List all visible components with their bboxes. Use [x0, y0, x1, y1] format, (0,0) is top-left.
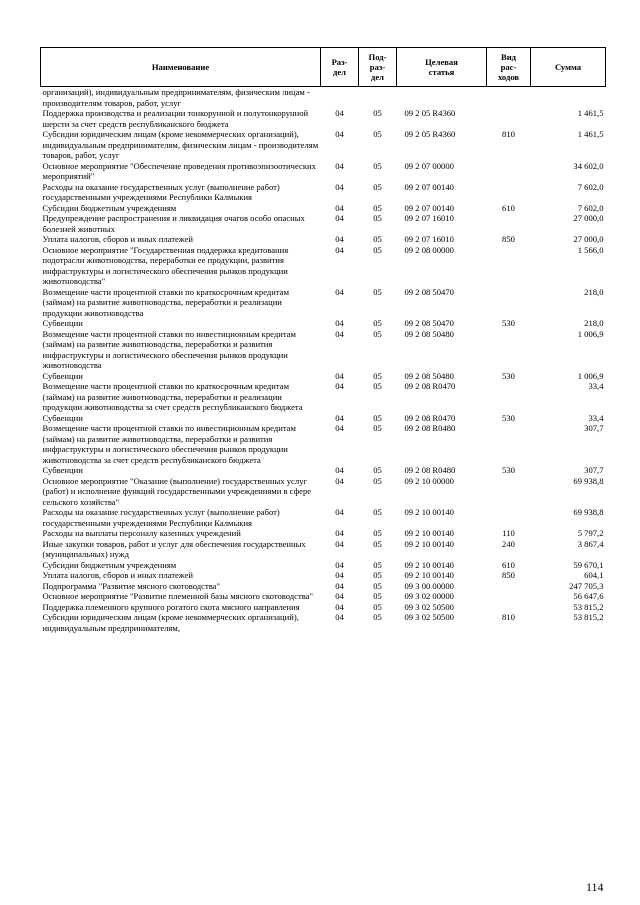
cell-vid: 810 — [502, 612, 515, 622]
cell-vid: 110 — [502, 528, 515, 538]
table-row — [41, 581, 606, 592]
cell-name: Уплата налогов, сборов и иных платежей — [42, 570, 194, 580]
header-razdel: Раз- дел — [321, 48, 359, 87]
cell-podrazdel: 05 — [373, 591, 382, 601]
cell-razdel: 04 — [335, 612, 344, 622]
cell-podrazdel: 05 — [373, 244, 382, 255]
cell-name: Возмещение части процентной ставки по краткосрочным кредитам (займам) на развитие животноводства, переработки и реализации продукции животноводства — [42, 286, 290, 318]
cell-name: Субвенции — [42, 412, 83, 423]
cell-podrazdel: 05 — [373, 475, 382, 486]
cell-podrazdel: 05 — [373, 381, 382, 391]
cell-summa: 59 670,1 — [573, 559, 604, 570]
cell-summa: 5 797,2 — [577, 528, 604, 538]
cell-celevaya: 09 2 10 00140 — [404, 507, 454, 517]
cell-celevaya: 09 2 08 50470 — [404, 318, 454, 328]
cell-name: Расходы на оказание государственных услуг (выполнение работ) государственными учреждениями Республики Калмыкия — [42, 507, 280, 528]
cell-vid: 530 — [502, 318, 515, 328]
cell-summa: 69 938,8 — [573, 475, 604, 486]
cell-razdel: 04 — [335, 475, 344, 486]
cell-razdel: 04 — [335, 559, 344, 570]
cell-razdel: 04 — [335, 507, 344, 517]
cell-celevaya: 09 2 10 00140 — [404, 538, 454, 549]
table-header — [41, 48, 606, 87]
cell-summa: 69 938,8 — [573, 507, 604, 517]
cell-celevaya: 09 2 08 50470 — [404, 286, 454, 297]
cell-name: Предупреждение распространения и ликвидация очагов особо опасных болезней животных — [42, 213, 305, 234]
cell-razdel: 04 — [335, 528, 344, 538]
cell-razdel: 04 — [335, 234, 344, 244]
table-body — [41, 87, 606, 634]
cell-celevaya — [397, 87, 487, 109]
cell-podrazdel: 05 — [373, 234, 382, 244]
cell-celevaya: 09 2 07 00140 — [404, 202, 454, 213]
cell-vid — [487, 423, 531, 465]
cell-vid — [487, 245, 531, 287]
cell-summa: 218,0 — [584, 286, 604, 297]
cell-name: Поддержка производства и реализации тонкорунной и полутонкорунной шерсти за счет средств республиканского бюджета — [42, 108, 309, 129]
cell-name: Основное мероприятие "Обеспечение проведения противоэпизоотических мероприятий" — [42, 160, 316, 181]
cell-podrazdel: 05 — [373, 202, 382, 213]
cell-celevaya: 09 2 05 R4360 — [404, 108, 456, 118]
cell-vid — [487, 161, 531, 182]
page-number: 114 — [586, 880, 604, 894]
cell-podrazdel: 05 — [373, 370, 382, 381]
cell-celevaya: 09 2 10 00140 — [404, 570, 454, 580]
cell-name: Расходы на оказание государственных услуг (выполнение работ) государственными учреждениями Республики Калмыкия — [42, 181, 280, 202]
cell-podrazdel: 05 — [373, 129, 382, 139]
cell-razdel: 04 — [335, 580, 344, 591]
cell-razdel: 04 — [335, 538, 344, 549]
cell-name: Субсидии юридическим лицам (кроме некоммерческих организаций), индивидуальным предпринимателям, — [42, 612, 299, 633]
cell-name: Уплата налогов, сборов и иных платежей — [42, 234, 194, 244]
cell-podrazdel: 05 — [373, 528, 382, 538]
cell-vid — [487, 213, 531, 234]
cell-celevaya: 09 2 07 16010 — [404, 213, 454, 223]
cell-name: организаций), индивидуальным предпринимателям, физическим лицам - производителям товаров, работ, услуг — [42, 87, 310, 108]
table-row — [41, 465, 606, 476]
cell-podrazdel: 05 — [373, 160, 382, 171]
table-row — [41, 476, 606, 508]
cell-vid: 530 — [502, 465, 515, 475]
cell-name: Основное мероприятие "Государственная поддержка кредитования подотрасли животноводства, переработки ее продукции, развития инфраструктуры и логистического обеспечения рынков продукции животноводства" — [42, 244, 289, 286]
budget-table — [40, 47, 606, 633]
cell-summa: 247 705,3 — [569, 580, 604, 591]
table-row — [41, 87, 606, 109]
cell-podrazdel: 05 — [373, 423, 382, 433]
cell-vid — [487, 108, 531, 129]
cell-celevaya: 09 2 05 R4360 — [404, 129, 456, 139]
cell-vid: 850 — [502, 570, 515, 580]
cell-razdel: 04 — [335, 160, 344, 171]
cell-name: Возмещение части процентной ставки по инвестиционным кредитам (займам) на развитие животноводства, переработки и развития инфраструктуры и логистического обеспечения рынков продукции животноводства за счет средств республиканского бюджета — [42, 423, 296, 465]
table-row — [41, 318, 606, 329]
cell-podrazdel: 05 — [373, 601, 382, 612]
cell-name: Субвенции — [42, 465, 83, 475]
cell-vid: 610 — [502, 559, 515, 570]
cell-vid: 530 — [502, 370, 515, 381]
cell-vid — [487, 591, 531, 602]
table-row — [41, 602, 606, 613]
cell-name: Иные закупки товаров, работ и услуг для обеспечения государственных (муниципальных) нужд — [42, 538, 306, 559]
cell-celevaya: 09 2 07 00000 — [404, 160, 454, 171]
header-vid: Вид рас- ходов — [487, 48, 531, 87]
table-row — [41, 528, 606, 539]
table-row — [41, 539, 606, 560]
table-row — [41, 245, 606, 287]
cell-vid — [487, 476, 531, 508]
cell-razdel: 04 — [335, 202, 344, 213]
cell-celevaya: 09 2 08 R0470 — [404, 381, 456, 391]
cell-summa: 27 000,0 — [573, 213, 604, 223]
cell-celevaya: 09 3 02 50500 — [404, 601, 454, 612]
cell-name: Субвенции — [42, 370, 83, 381]
cell-summa: 604,1 — [584, 570, 604, 580]
cell-razdel: 04 — [335, 570, 344, 580]
cell-celevaya: 09 2 08 R0480 — [404, 465, 456, 475]
cell-vid: 530 — [502, 412, 515, 423]
cell-razdel: 04 — [335, 286, 344, 297]
cell-name: Расходы на выплаты персоналу казенных учреждений — [42, 528, 241, 538]
cell-name: Субвенции — [42, 318, 83, 328]
cell-summa — [531, 87, 606, 109]
cell-celevaya: 09 3 02 50500 — [404, 612, 454, 622]
cell-summa: 3 867,4 — [577, 538, 604, 549]
header-summa: Сумма — [531, 48, 606, 87]
cell-summa: 33,4 — [588, 381, 604, 391]
cell-summa: 307,7 — [584, 423, 604, 433]
table-row — [41, 612, 606, 633]
cell-summa: 1 006,9 — [577, 370, 604, 381]
table-row — [41, 371, 606, 382]
cell-summa: 56 647,6 — [573, 591, 604, 601]
table-row — [41, 287, 606, 319]
table-row — [41, 108, 606, 129]
cell-vid: 240 — [502, 538, 515, 549]
cell-summa: 7 602,0 — [577, 181, 604, 192]
cell-summa: 1 566,0 — [577, 244, 604, 255]
table-row — [41, 570, 606, 581]
cell-razdel: 04 — [335, 181, 344, 192]
cell-name: Субсидии бюджетным учреждениям — [42, 559, 177, 570]
cell-vid — [487, 329, 531, 371]
cell-celevaya: 09 2 08 R0470 — [404, 412, 456, 423]
cell-summa: 53 815,2 — [573, 601, 604, 612]
cell-celevaya: 09 2 08 R0480 — [404, 423, 456, 433]
cell-razdel: 04 — [335, 465, 344, 475]
cell-podrazdel: 05 — [373, 507, 382, 517]
cell-celevaya: 09 2 07 00140 — [404, 181, 454, 192]
cell-celevaya: 09 2 10 00000 — [404, 475, 454, 486]
cell-vid — [487, 581, 531, 592]
cell-razdel: 04 — [335, 601, 344, 612]
cell-vid: 850 — [502, 234, 515, 244]
cell-summa: 34 602,0 — [573, 160, 604, 171]
cell-name: Основное мероприятие "Развитие племенной базы мясного скотоводства" — [42, 591, 314, 601]
table-row — [41, 129, 606, 161]
cell-podrazdel — [359, 87, 397, 109]
cell-podrazdel: 05 — [373, 181, 382, 192]
cell-name: Поддержка племенного крупного рогатого скота мясного направления — [42, 601, 300, 612]
cell-podrazdel: 05 — [373, 108, 382, 118]
cell-podrazdel: 05 — [373, 328, 382, 339]
cell-celevaya: 09 2 08 00000 — [404, 244, 454, 255]
table-row — [41, 381, 606, 413]
cell-razdel: 04 — [335, 370, 344, 381]
cell-razdel: 04 — [335, 591, 344, 601]
cell-razdel: 04 — [335, 412, 344, 423]
table-row — [41, 234, 606, 245]
cell-vid — [487, 87, 531, 109]
cell-podrazdel: 05 — [373, 559, 382, 570]
cell-summa: 33,4 — [588, 412, 604, 423]
table-row — [41, 413, 606, 424]
cell-celevaya: 09 3 02 00000 — [404, 591, 454, 601]
cell-vid — [487, 602, 531, 613]
table-row — [41, 161, 606, 182]
cell-podrazdel: 05 — [373, 286, 382, 297]
header-podrazdel: Под- раз- дел — [359, 48, 397, 87]
cell-razdel: 04 — [335, 129, 344, 139]
table-row — [41, 560, 606, 571]
cell-razdel: 04 — [335, 381, 344, 391]
header-celevaya: Целевая статья — [397, 48, 487, 87]
cell-razdel — [321, 87, 359, 109]
cell-vid: 610 — [502, 202, 515, 213]
cell-celevaya: 09 2 10 00140 — [404, 559, 454, 570]
cell-celevaya: 09 2 08 50480 — [404, 370, 454, 381]
cell-name: Возмещение части процентной ставки по инвестиционным кредитам (займам) на развитие животноводства, переработки и развития инфраструктуры и логистического обеспечения рынков продукции животноводства — [42, 328, 296, 370]
cell-name: Подпрограмма "Развитие мясного скотоводства" — [42, 580, 220, 591]
cell-vid — [487, 507, 531, 528]
cell-name: Основное мероприятие "Оказание (выполнение) государственных услуг (работ) и исполнение функций государственными учреждениями в сфере сельского хозяйства" — [42, 475, 312, 507]
cell-podrazdel: 05 — [373, 580, 382, 591]
cell-vid — [487, 287, 531, 319]
cell-razdel: 04 — [335, 328, 344, 339]
cell-summa: 27 000,0 — [573, 234, 604, 244]
cell-razdel: 04 — [335, 244, 344, 255]
table-row — [41, 423, 606, 465]
cell-razdel: 04 — [335, 423, 344, 433]
table-row — [41, 507, 606, 528]
cell-podrazdel: 05 — [373, 612, 382, 622]
cell-celevaya: 09 2 08 50480 — [404, 328, 454, 339]
cell-vid — [487, 381, 531, 413]
cell-summa: 1 006,9 — [577, 328, 604, 339]
cell-razdel: 04 — [335, 108, 344, 118]
table-row — [41, 213, 606, 234]
cell-summa: 1 461,5 — [577, 108, 604, 118]
cell-celevaya: 09 2 07 16010 — [404, 234, 454, 244]
cell-summa: 218,0 — [584, 318, 604, 328]
header-name: Наименование — [41, 48, 321, 87]
cell-razdel: 04 — [335, 318, 344, 328]
cell-celevaya: 09 3 00 00000 — [404, 580, 454, 591]
table-row — [41, 203, 606, 214]
cell-razdel: 04 — [335, 213, 344, 223]
cell-summa: 307,7 — [584, 465, 604, 475]
cell-podrazdel: 05 — [373, 465, 382, 475]
table-row — [41, 591, 606, 602]
cell-podrazdel: 05 — [373, 570, 382, 580]
cell-podrazdel: 05 — [373, 412, 382, 423]
cell-summa: 1 461,5 — [577, 129, 604, 139]
table-row — [41, 329, 606, 371]
cell-podrazdel: 05 — [373, 213, 382, 223]
cell-vid — [487, 182, 531, 203]
table-row — [41, 182, 606, 203]
cell-podrazdel: 05 — [373, 538, 382, 549]
cell-summa: 53 815,2 — [573, 612, 604, 622]
cell-name: Субсидии юридическим лицам (кроме некоммерческих организаций), индивидуальным предпринимателям, физическим лицам - производителям товаров, работ, услуг — [42, 129, 319, 160]
cell-vid: 810 — [502, 129, 515, 139]
cell-name: Субсидии бюджетным учреждениям — [42, 202, 177, 213]
cell-podrazdel: 05 — [373, 318, 382, 328]
cell-celevaya: 09 2 10 00140 — [404, 528, 454, 538]
cell-summa: 7 602,0 — [577, 202, 604, 213]
cell-name: Возмещение части процентной ставки по краткосрочным кредитам (займам) на развитие животноводства, переработки и реализации продукции животноводства за счет средств республиканского бюджета — [42, 381, 303, 412]
